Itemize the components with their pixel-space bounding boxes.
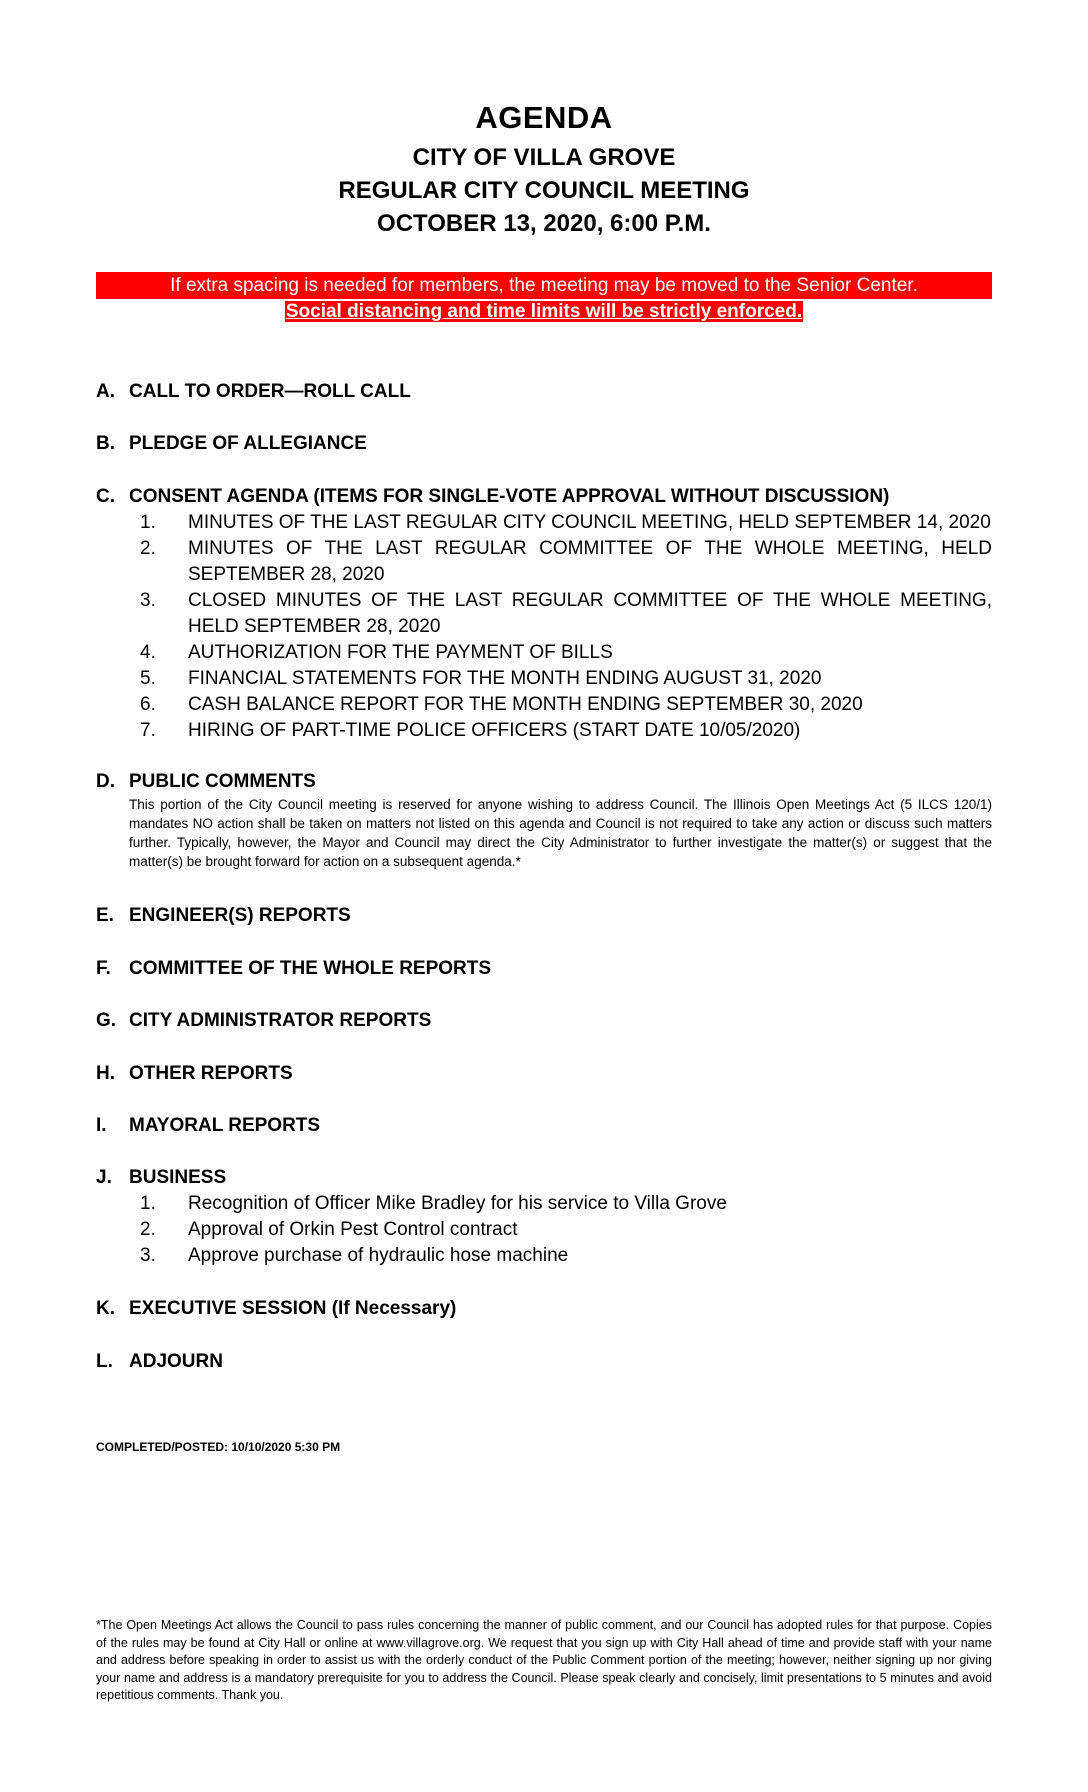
section-letter: I. xyxy=(96,1115,107,1136)
item-text: HIRING OF PART-TIME POLICE OFFICERS (START DATE 10/05/2020) xyxy=(188,720,801,741)
section-letter: F. xyxy=(96,958,111,979)
section-label: COMMITTEE OF THE WHOLE REPORTS xyxy=(129,958,492,979)
list-item xyxy=(140,510,992,536)
item-number: 4. xyxy=(140,642,156,663)
notice-line-1: If extra spacing is needed for members, the meeting may be moved to the Senior Center. xyxy=(96,272,992,299)
section-letter: D. xyxy=(96,771,115,792)
section-i xyxy=(96,1113,992,1139)
section-letter: K. xyxy=(96,1298,115,1319)
city-name: CITY OF VILLA GROVE xyxy=(412,144,676,171)
item-number: 1. xyxy=(140,512,156,533)
section-b xyxy=(96,431,992,457)
item-text: Approve purchase of hydraulic hose machine xyxy=(188,1245,569,1266)
section-letter: E. xyxy=(96,905,114,926)
item-text: FINANCIAL STATEMENTS FOR THE MONTH ENDING AUGUST 31, 2020 xyxy=(188,668,822,689)
section-f xyxy=(96,956,992,982)
item-text: Recognition of Officer Mike Bradley for his service to Villa Grove xyxy=(188,1193,727,1214)
section-label: OTHER REPORTS xyxy=(129,1063,293,1084)
item-text: AUTHORIZATION FOR THE PAYMENT OF BILLS xyxy=(188,642,613,663)
notice-banner xyxy=(96,272,992,325)
notice-line-2: Social distancing and time limits will be strictly enforced. xyxy=(285,301,803,322)
footnote: *The Open Meetings Act allows the Council to pass rules concerning the manner of public comment, and our Council has adopted rules for that purpose. Copies of the rules may be found at City Hall or online at www.villagrove.org. We request that you sign up with City Hall ahead of time and provide staff with your name and address before speaking in order to assist us with the orderly conduct of the Public Comment portion of the meeting; however, neither signing up nor giving your name and address is a mandatory prerequisite for you to address the Council. Please speak clearly and concisely, limit presentations to 5 minutes and avoid repetitious comments. Thank you. xyxy=(96,1618,992,1702)
section-c xyxy=(96,484,992,510)
item-number: 7. xyxy=(140,720,156,741)
list-item xyxy=(140,588,992,640)
list-item xyxy=(140,718,992,744)
item-text: MINUTES OF THE LAST REGULAR CITY COUNCIL MEETING, HELD SEPTEMBER 14, 2020 xyxy=(188,512,991,533)
section-label: EXECUTIVE SESSION (If Necessary) xyxy=(129,1298,457,1319)
business-list xyxy=(140,1191,992,1269)
consent-agenda-list xyxy=(140,510,992,744)
list-item xyxy=(140,692,992,718)
item-text: MINUTES OF THE LAST REGULAR COMMITTEE OF THE WHOLE MEETING, HELD SEPTEMBER 28, 2020 xyxy=(188,538,992,585)
section-label: CALL TO ORDER—ROLL CALL xyxy=(129,381,411,402)
section-label: ENGINEER(S) REPORTS xyxy=(129,905,351,926)
section-k xyxy=(96,1296,992,1322)
meeting-type: REGULAR CITY COUNCIL MEETING xyxy=(338,177,750,204)
section-e xyxy=(96,903,992,929)
item-number: 6. xyxy=(140,694,156,715)
section-d xyxy=(96,769,992,795)
item-number: 5. xyxy=(140,668,156,689)
item-number: 1. xyxy=(140,1193,156,1214)
meeting-date: OCTOBER 13, 2020, 6:00 P.M. xyxy=(377,210,711,237)
list-item xyxy=(140,666,992,692)
list-item xyxy=(140,536,992,588)
section-label: ADJOURN xyxy=(129,1351,223,1372)
section-letter: L. xyxy=(96,1351,113,1372)
item-number: 3. xyxy=(140,590,156,611)
item-number: 3. xyxy=(140,1245,156,1266)
section-label: CITY ADMINISTRATOR REPORTS xyxy=(129,1010,432,1031)
section-letter: J. xyxy=(96,1167,112,1188)
list-item xyxy=(140,1217,992,1243)
item-number: 2. xyxy=(140,1219,156,1240)
page-title: AGENDA xyxy=(475,100,613,135)
list-item xyxy=(140,1191,992,1217)
item-number: 2. xyxy=(140,538,156,559)
list-item xyxy=(140,1243,992,1269)
section-letter: B. xyxy=(96,433,115,454)
posted-timestamp: COMPLETED/POSTED: 10/10/2020 5:30 PM xyxy=(96,1440,341,1454)
section-l xyxy=(96,1349,992,1375)
public-comments-text: This portion of the City Council meeting is reserved for anyone wishing to address Council. The Illinois Open Meetings Act (5 ILCS 120/1) mandates NO action shall be taken on matters not listed on this agenda and Council is not required to take any action or discuss such matters further. Typically, however, the Mayor and Council may direct the City Administrator to further investigate the matter(s) or suggest that the matter(s) be brought forward for action on a subsequent agenda.* xyxy=(129,797,992,869)
section-j xyxy=(96,1165,992,1191)
section-label: PLEDGE OF ALLEGIANCE xyxy=(129,433,367,454)
section-label: MAYORAL REPORTS xyxy=(129,1115,321,1136)
section-g xyxy=(96,1008,992,1034)
section-label: BUSINESS xyxy=(129,1167,227,1188)
item-text: CASH BALANCE REPORT FOR THE MONTH ENDING SEPTEMBER 30, 2020 xyxy=(188,694,863,715)
section-letter: H. xyxy=(96,1063,115,1084)
section-letter: A. xyxy=(96,381,115,402)
list-item xyxy=(140,640,992,666)
section-a xyxy=(96,379,992,405)
item-text: CLOSED MINUTES OF THE LAST REGULAR COMMITTEE OF THE WHOLE MEETING, HELD SEPTEMBER 28, 2020 xyxy=(188,590,992,637)
notice-line-2-wrap xyxy=(96,299,992,325)
section-label: PUBLIC COMMENTS xyxy=(129,771,316,792)
section-label: CONSENT AGENDA (ITEMS FOR SINGLE-VOTE APPROVAL WITHOUT DISCUSSION) xyxy=(129,486,890,507)
item-text: Approval of Orkin Pest Control contract xyxy=(188,1219,518,1240)
section-h xyxy=(96,1061,992,1087)
section-letter: G. xyxy=(96,1010,117,1031)
section-letter: C. xyxy=(96,486,115,507)
